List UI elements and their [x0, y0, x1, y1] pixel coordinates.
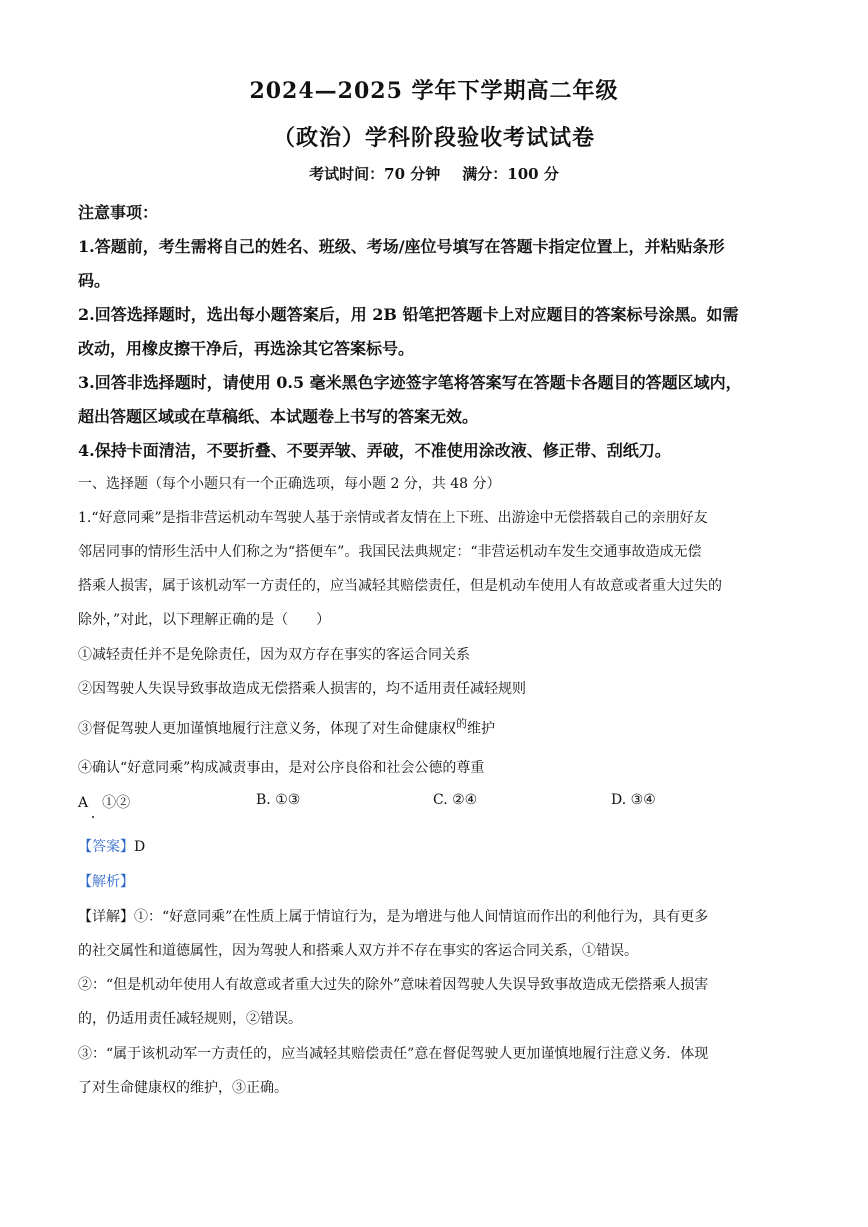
statement-3-sup: 的 [456, 717, 467, 730]
statement-2: ②因驾驶人失误导致事故造成无偿搭乘人损害的，均不适用责任减轻规则 [78, 681, 526, 697]
answer-value: D [134, 839, 146, 855]
detail-line: 的，仍适用责任减轻规则，②错误。 [78, 1011, 302, 1027]
answer-tag: 【答案】 [78, 839, 134, 855]
question-stem-line: 邻居同事的情形生活中人们称之为“搭便车”。我国民法典规定：“非营运机动车发生交通事故造成无偿 [78, 544, 702, 560]
statement-4: ④确认“好意同乘”构成减责事由，是对公序良俗和社会公德的尊重 [78, 760, 485, 776]
notice-line: 1.答题前，考生需将自己的姓名、班级、考场/座位号填写在答题卡指定位置上，并粘贴条形 [78, 237, 725, 256]
exam-title-line2: （政治）学科阶段验收考试试卷 [272, 125, 595, 151]
statement-3 [78, 718, 495, 738]
section-heading: 一、选择题（每个小题只有一个正确选项，每小题 2 分，共 48 分） [78, 476, 501, 492]
exam-time: 考试时间：70 分钟 [309, 165, 441, 183]
statement-1: ①减轻责任并不是免除责任，因为双方存在事实的客运合同关系 [78, 647, 470, 663]
detail-line: ③：“属于该机动军一方责任的，应当减轻其赔偿责任”意在督促驾驶人更加谨慎地履行注意义务．体现 [78, 1046, 709, 1062]
statement-3-main: ③督促驾驶人更加谨慎地履行注意义务，体现了对生命健康权 [78, 721, 456, 737]
question-stem-line: 1.“好意同乘”是指非营运机动车驾驶人基于亲情或者友情在上下班、出游途中无偿搭载自己的亲朋好友 [78, 510, 708, 526]
option-c: C. ②④ [433, 792, 478, 808]
question-stem-line: 搭乘人损害，属于该机动军一方责任的，应当减轻其赔偿责任，但是机动车使用人有故意或者重大过失的 [78, 578, 722, 594]
answer-line [78, 836, 145, 856]
notice-line: 2.回答选择题时，选出每小题答案后，用 2B 铅笔把答题卡上对应题目的答案标号涂黑。如需 [78, 305, 739, 324]
detail-line: 的社交属性和道德属性，因为驾驶人和搭乘人双方并不存在事实的客运合同关系，①错误。 [78, 943, 638, 959]
detail-line: 【详解】①：“好意同乘”在性质上属于情谊行为，是为增进与他人间情谊而作出的利他行为，具有更多 [78, 909, 709, 925]
full-score: 满分：100 分 [462, 165, 559, 183]
statement-3-tail: 维护 [467, 721, 495, 737]
analysis-tag: 【解析】 [78, 874, 134, 890]
exam-title-line1: 2024—2025 学年下学期高二年级 [249, 78, 619, 104]
detail-line: ②：“但是机动年使用人有故意或者重大过失的除外”意味着因驾驶人失误导致事故造成无偿搭乘人损害 [78, 977, 709, 993]
option-b: B. ①③ [256, 792, 301, 808]
notice-line: 3.回答非选择题时，请使用 0.5 毫米黑色字迹签字笔将答案写在答题卡各题目的答题区域内， [78, 373, 742, 392]
notice-line: 改动，用橡皮擦干净后，再选涂其它答案标号。 [78, 339, 415, 358]
notice-line: 超出答题区域或在草稿纸、本试题卷上书写的答案无效。 [78, 407, 479, 426]
notice-heading: 注意事项： [78, 203, 159, 222]
detail-line: 了对生命健康权的维护，③正确。 [78, 1080, 288, 1096]
exam-meta [0, 163, 868, 184]
option-d: D. ③④ [611, 792, 656, 808]
option-a: A ①② [78, 795, 131, 811]
notice-line: 码。 [78, 271, 111, 290]
stray-dot [92, 816, 94, 818]
question-stem-line: 除外，”对此，以下理解正确的是（ ） [78, 612, 331, 628]
notice-line: 4.保持卡面清洁，不要折叠、不要弄皱、弄破，不准使用涂改液、修正带、刮纸刀。 [78, 441, 671, 460]
